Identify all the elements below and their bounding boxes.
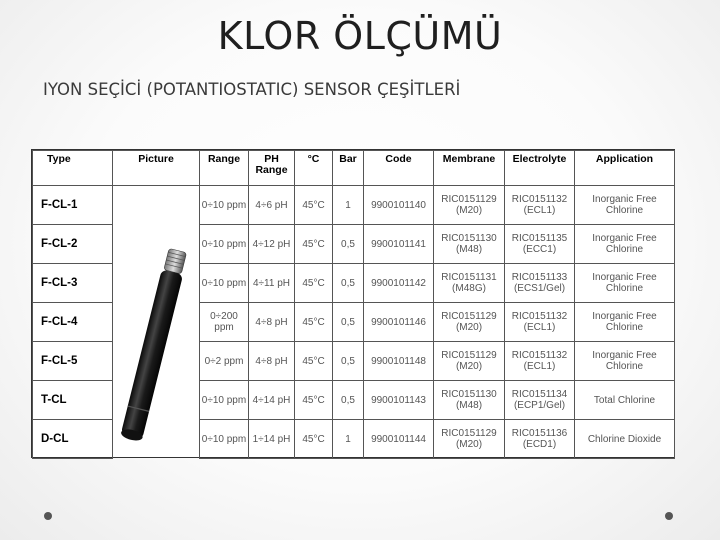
header-code: Code: [364, 151, 434, 186]
electrolyte-cell: RIC0151132 (ECL1): [505, 186, 575, 225]
header-application: Application: [575, 151, 675, 186]
code-cell: 9900101148: [364, 342, 434, 381]
electrolyte-cell: RIC0151135 (ECC1): [505, 225, 575, 264]
code-cell: 9900101142: [364, 264, 434, 303]
sensor-table-container: [31, 149, 675, 458]
temp-cell: 45°C: [295, 420, 333, 459]
sensor-type-cell: F-CL-5: [33, 342, 113, 381]
range-cell: 0÷10 ppm: [200, 264, 249, 303]
range-cell: 0÷10 ppm: [200, 420, 249, 459]
range-cell: 0÷2 ppm: [200, 342, 249, 381]
table-header-row: [33, 151, 675, 186]
header-picture: Picture: [113, 151, 200, 186]
electrolyte-cell: RIC0151136 (ECD1): [505, 420, 575, 459]
header-electrolyte: Electrolyte: [505, 151, 575, 186]
bar-cell: 1: [333, 420, 364, 459]
bar-cell: 1: [333, 186, 364, 225]
temp-cell: 45°C: [295, 303, 333, 342]
header-ph-range: PH Range: [249, 151, 295, 186]
bar-cell: 0,5: [333, 225, 364, 264]
header-range: Range: [200, 151, 249, 186]
code-cell: 9900101141: [364, 225, 434, 264]
ph-cell: 4÷12 pH: [249, 225, 295, 264]
picture-cell: [113, 186, 200, 459]
membrane-cell: RIC0151129 (M20): [434, 342, 505, 381]
membrane-cell: RIC0151131 (M48G): [434, 264, 505, 303]
application-cell: Total Chlorine: [575, 381, 675, 420]
code-cell: 9900101144: [364, 420, 434, 459]
ph-cell: 4÷11 pH: [249, 264, 295, 303]
code-cell: 9900101140: [364, 186, 434, 225]
application-cell: Inorganic Free Chlorine: [575, 186, 675, 225]
range-cell: 0÷10 ppm: [200, 225, 249, 264]
temp-cell: 45°C: [295, 225, 333, 264]
temp-cell: 45°C: [295, 264, 333, 303]
sensor-type-cell: D-CL: [33, 420, 113, 459]
temp-cell: 45°C: [295, 342, 333, 381]
header-type: Type: [33, 151, 113, 186]
application-cell: Inorganic Free Chlorine: [575, 264, 675, 303]
temp-cell: 45°C: [295, 186, 333, 225]
sensor-type-cell: F-CL-3: [33, 264, 113, 303]
ph-cell: 4÷14 pH: [249, 381, 295, 420]
decorative-dot-icon: [44, 512, 52, 520]
range-cell: 0÷200 ppm: [200, 303, 249, 342]
sensor-table: [32, 150, 675, 459]
sensor-type-cell: F-CL-1: [33, 186, 113, 225]
application-cell: Inorganic Free Chlorine: [575, 225, 675, 264]
sensor-type-cell: F-CL-2: [33, 225, 113, 264]
membrane-cell: RIC0151130 (M48): [434, 381, 505, 420]
membrane-cell: RIC0151129 (M20): [434, 420, 505, 459]
ph-cell: 4÷8 pH: [249, 342, 295, 381]
chlorine-sensor-probe-image: [113, 186, 200, 459]
electrolyte-cell: RIC0151132 (ECL1): [505, 303, 575, 342]
sensor-type-cell: T-CL: [33, 381, 113, 420]
header-temperature: °C: [295, 151, 333, 186]
ph-cell: 4÷6 pH: [249, 186, 295, 225]
range-cell: 0÷10 ppm: [200, 381, 249, 420]
temp-cell: 45°C: [295, 381, 333, 420]
membrane-cell: RIC0151129 (M20): [434, 303, 505, 342]
bar-cell: 0,5: [333, 264, 364, 303]
electrolyte-cell: RIC0151133 (ECS1/Gel): [505, 264, 575, 303]
application-cell: Inorganic Free Chlorine: [575, 303, 675, 342]
electrolyte-cell: RIC0151134 (ECP1/Gel): [505, 381, 575, 420]
header-membrane: Membrane: [434, 151, 505, 186]
decorative-dot-icon: [665, 512, 673, 520]
application-cell: Inorganic Free Chlorine: [575, 342, 675, 381]
header-bar: Bar: [333, 151, 364, 186]
slide-subtitle: IYON SEÇİCİ (POTANTIOSTATIC) SENSOR ÇEŞİTLERİ: [43, 80, 461, 99]
slide-title: KLOR ÖLÇÜMÜ: [217, 14, 503, 58]
table-row: [33, 186, 675, 225]
membrane-cell: RIC0151129 (M20): [434, 186, 505, 225]
code-cell: 9900101146: [364, 303, 434, 342]
code-cell: 9900101143: [364, 381, 434, 420]
ph-cell: 1÷14 pH: [249, 420, 295, 459]
membrane-cell: RIC0151130 (M48): [434, 225, 505, 264]
bar-cell: 0,5: [333, 342, 364, 381]
bar-cell: 0,5: [333, 381, 364, 420]
application-cell: Chlorine Dioxide: [575, 420, 675, 459]
bar-cell: 0,5: [333, 303, 364, 342]
electrolyte-cell: RIC0151132 (ECL1): [505, 342, 575, 381]
range-cell: 0÷10 ppm: [200, 186, 249, 225]
ph-cell: 4÷8 pH: [249, 303, 295, 342]
sensor-type-cell: F-CL-4: [33, 303, 113, 342]
